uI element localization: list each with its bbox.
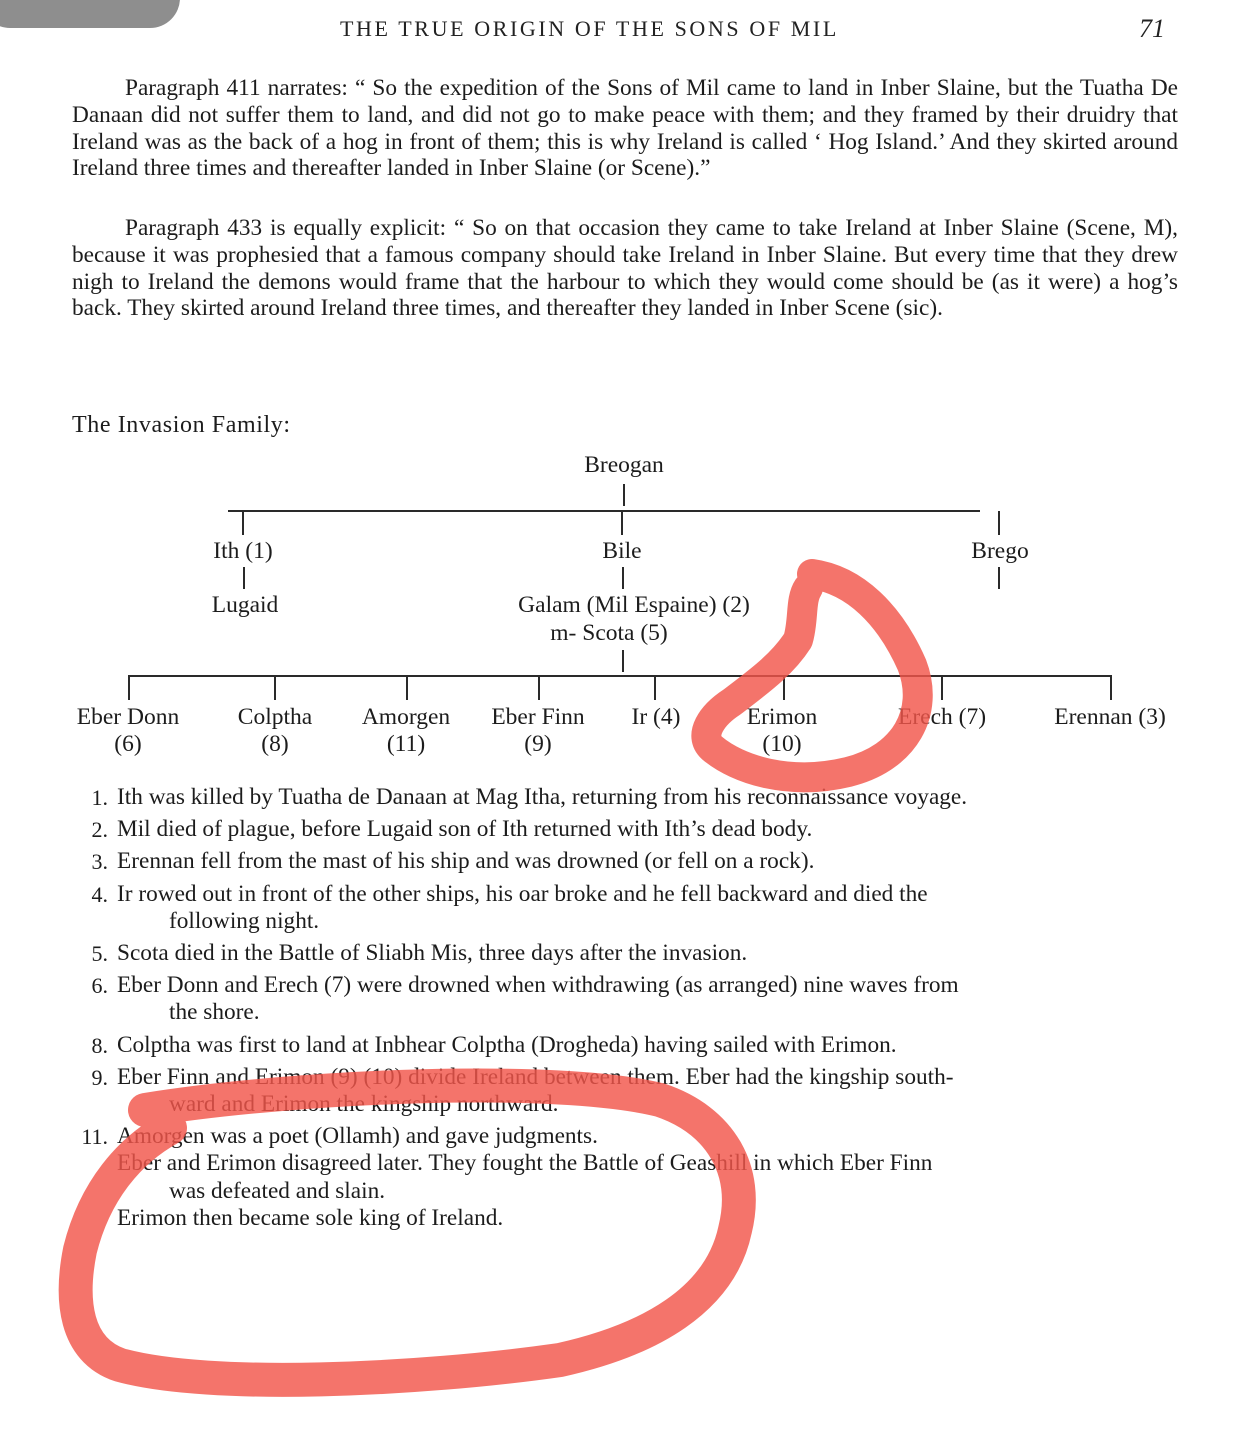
footnote-text [117,972,1182,1026]
footnote-item [72,940,1182,967]
running-head: THE TRUE ORIGIN OF THE SONS OF MIL [340,16,839,41]
footnote-text [117,1064,1182,1118]
family-tree-label: The Invasion Family: [72,412,291,438]
footnotes-list [72,784,1182,1237]
footnote-item [72,816,1182,843]
footnote-line: was defeated and slain. [169,1177,386,1204]
footnote-text [117,940,1182,967]
footnote-line: Amorgen was a poet (Ollamh) and gave judgments. [117,1123,598,1150]
footnote-number: 2. [91,817,108,843]
tree-connector [941,676,943,700]
tree-connector [538,676,540,700]
tree-connector [622,567,624,589]
tree-connector [1110,676,1112,700]
tree-connector [623,484,625,506]
footnote-number: 8. [91,1032,108,1058]
footnote-text [117,784,1182,811]
tree-node-son: Ir (4) [631,704,681,730]
footnote-text [117,881,1182,935]
footnote-item [72,1064,1182,1118]
footnote-item [72,1123,1182,1232]
tree-connector [128,676,130,700]
tree-node-lugaid: Lugaid [211,592,279,618]
tree-node-galam: Galam (Mil Espaine) (2) [518,592,750,618]
tree-node-brego: Brego [971,538,1029,564]
footnote-line: Eber and Erimon disagreed later. They fought the Battle of Geashill in which Eber Finn [117,1150,933,1177]
footnote-item [72,848,1182,875]
footnote-text [117,816,1182,843]
footnote-number: 3. [91,849,108,875]
footnote-line: Eber Finn and Erimon (9) (10) divide Ireland between them. Eber had the kingship south- [117,1063,954,1090]
footnote-number: 4. [91,881,108,907]
footnote-line: Scota died in the Battle of Sliabh Mis, three days after the invasion. [117,940,748,967]
footnote-item [72,1032,1182,1059]
footnote-number: 5. [91,941,108,967]
tree-connector [274,676,276,700]
footnote-line: Mil died of plague, before Lugaid son of Ith returned with Ith’s dead body. [117,816,813,843]
footnote-line: Erimon then became sole king of Ireland. [117,1204,504,1231]
footnote-text [117,1123,1182,1232]
tree-connector [242,511,244,535]
footnote-text [117,1032,1182,1059]
footnote-line: Eber Donn and Erech (7) were drowned when withdrawing (as arranged) nine waves from [117,972,959,999]
tree-connector [998,567,1000,589]
footnote-number: 11. [81,1124,108,1150]
footnote-line: Erennan fell from the mast of his ship and was drowned (or fell on a rock). [117,848,815,875]
footnote-number: 6. [91,973,108,999]
tree-node-bile: Bile [602,538,642,564]
tree-node-son: Erech (7) [897,704,987,730]
footnote-line: the shore. [169,999,260,1026]
paragraph-411: Paragraph 411 narrates: “ So the expedition of the Sons of Mil came to land in Inber Slaine, but the Tuatha De Danaan did not suffer them to land, and did not go to make peace with them; and they framed by their druidry that Ireland was as the back of a hog in front of them; this is why Ireland is called ‘ Hog Island.’ And they skirted around Ireland three times and thereafter landed in Inber Slaine (or Scene).” [72,75,1178,182]
tree-node-son: Eber Finn (9) [491,704,585,757]
tree-node-breogan: Breogan [584,452,664,478]
tree-connector [621,511,623,535]
tree-connector [406,676,408,700]
footnote-line: Ith was killed by Tuatha de Danaan at Mag Itha, returning from his reconnaissance voyage. [117,784,968,810]
tree-node-son: Erimon (10) [746,704,818,757]
tree-connector [243,567,245,589]
footnote-line: Ir rowed out in front of the other ships, his oar broke and he fell backward and died the [117,880,928,907]
tree-node-ith: Ith (1) [213,538,273,564]
tree-connector [998,511,1000,535]
page-number: 71 [1139,14,1165,43]
footnote-text [117,848,1182,875]
tree-hbar-gen2 [228,510,980,512]
tree-connector [783,676,785,700]
paragraph-433: Paragraph 433 is equally explicit: “ So on that occasion they came to take Ireland at Inber Slaine (Scene, M), because it was prophesied that a famous company should take Ireland in Inber Slaine. But every time that they drew nigh to Ireland the demons would frame that the harbour to which they would come should be (as it were) a hog’s back. They skirted around Ireland three times, and thereafter they landed in Inber Scene (sic). [72,215,1178,322]
footnote-item [72,881,1182,935]
tree-node-son: Erennan (3) [1054,704,1166,730]
footnote-item [72,784,1182,811]
footnote-line: following night. [169,907,320,934]
tree-node-son: Eber Donn (6) [76,704,180,757]
footnote-number: 9. [91,1064,108,1090]
tree-node-son: Amorgen (11) [361,704,451,757]
footnote-line: ward and Erimon the kingship northward. [169,1091,559,1118]
footnote-item [72,972,1182,1026]
tree-node-scota: m- Scota (5) [550,620,668,646]
footnote-line: Colptha was first to land at Inbhear Colptha (Drogheda) having sailed with Erimon. [117,1031,897,1058]
tree-connector [622,650,624,672]
footnote-number: 1. [91,785,108,810]
tree-node-son: Colptha (8) [237,704,313,757]
tree-connector [654,676,656,700]
